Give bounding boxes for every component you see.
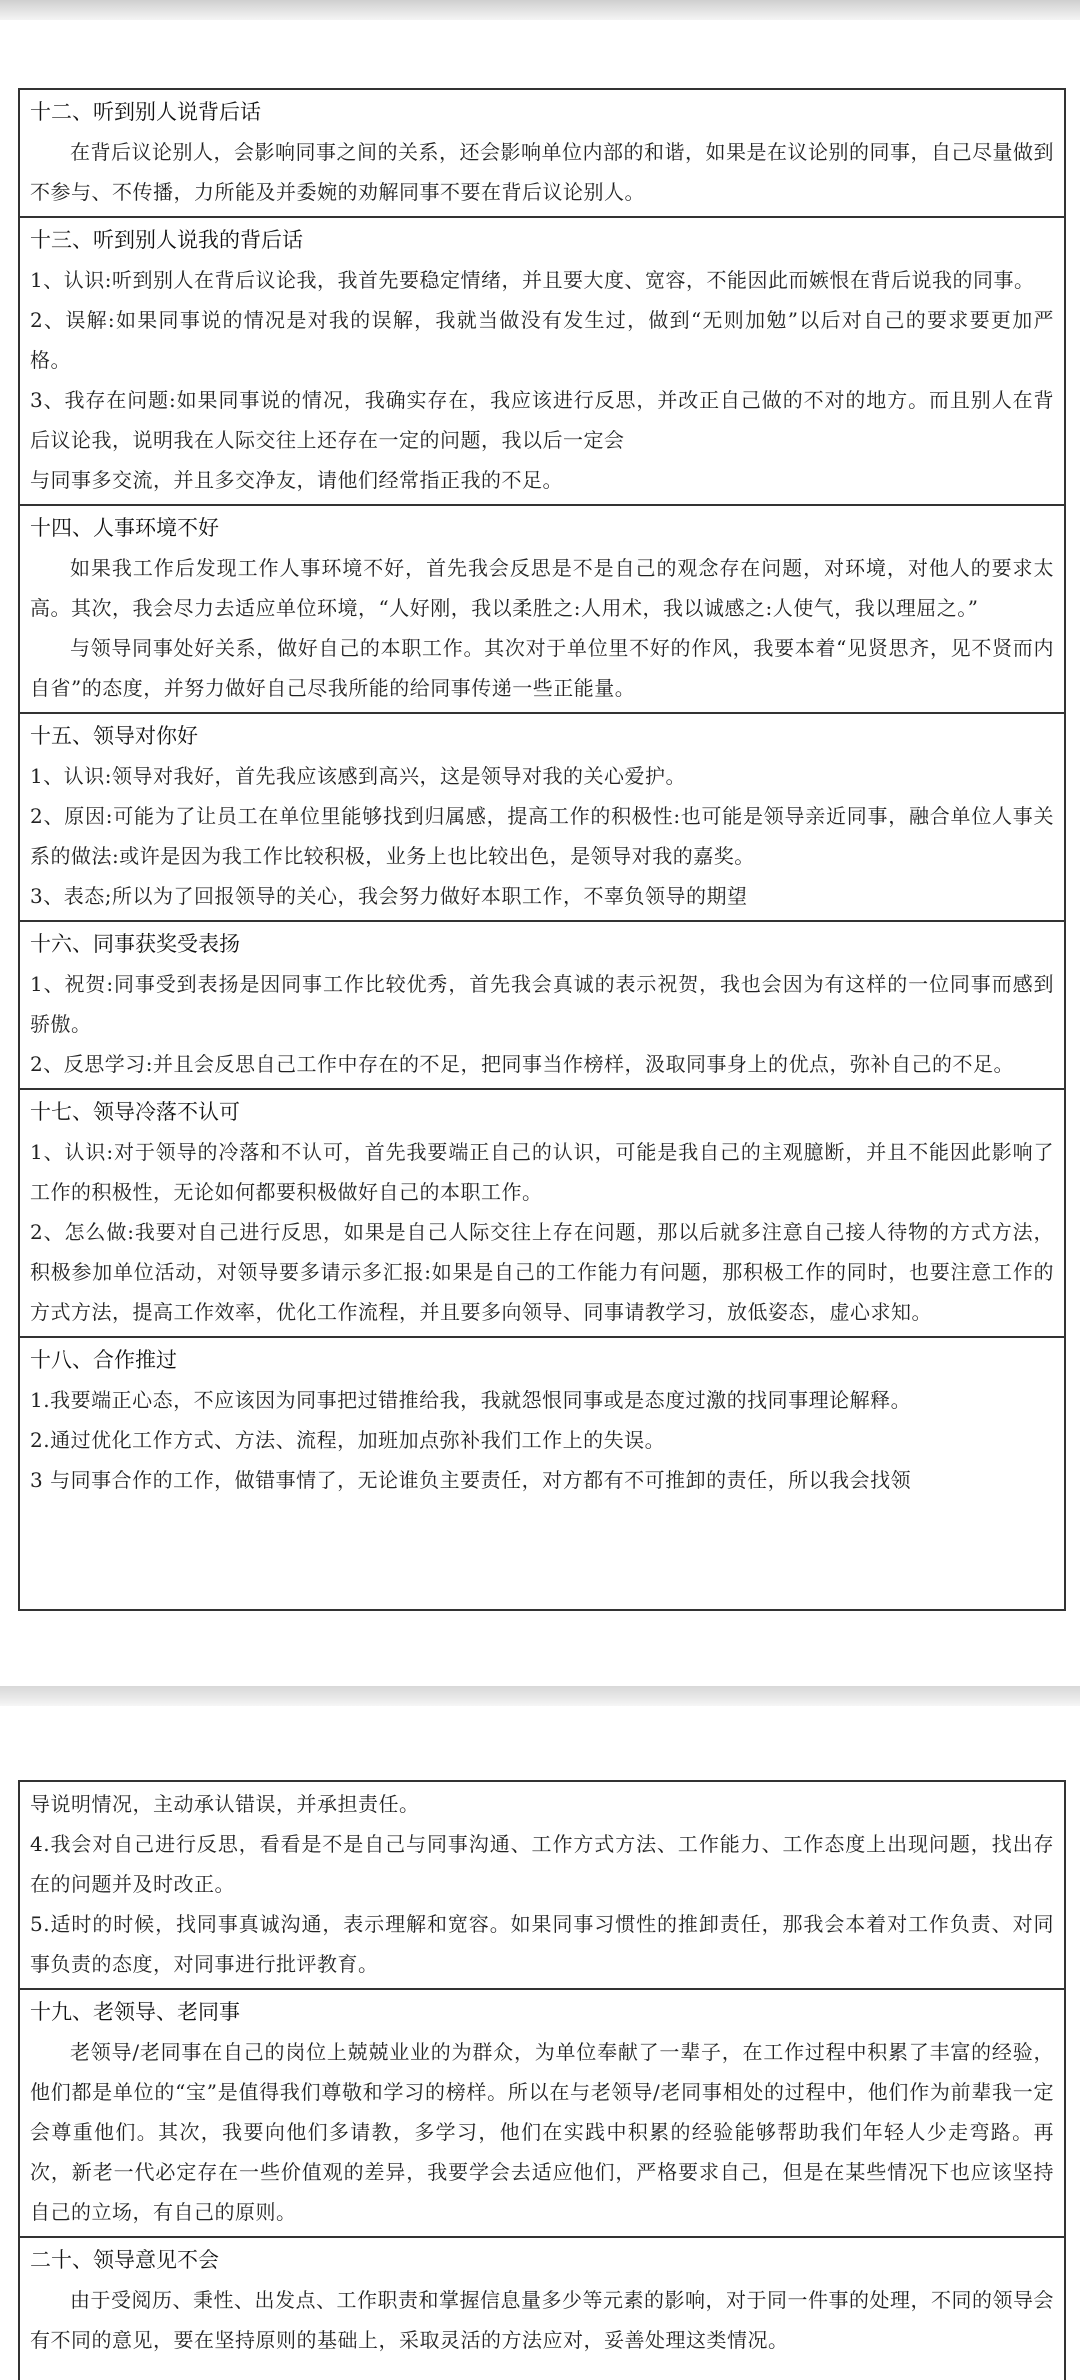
section-heading: 十九、老领导、老同事 <box>30 2000 240 2024</box>
section-paragraph: 在背后议论别人，会影响同事之间的关系，还会影响单位内部的和谐，如果是在议论别的同事，自己尽量做到不参与、不传播，力所能及并委婉的劝解同事不要在背后议论别人。 <box>30 140 1054 204</box>
section-5 <box>20 922 1064 1090</box>
section-paragraph: 1、祝贺:同事受到表扬是因同事工作比较优秀，首先我会真诚的表示祝贺，我也会因为有这样的一位同事而感到骄傲。 <box>30 972 1054 1036</box>
section-3 <box>20 506 1064 714</box>
section-paragraph: 3、表态;所以为了回报领导的关心，我会努力做好本职工作，不辜负领导的期望 <box>30 884 748 908</box>
section-paragraph: 2.通过优化工作方式、方法、流程，加班加点弥补我们工作上的失误。 <box>30 1428 666 1452</box>
section-paragraph: 由于受阅历、秉性、出发点、工作职责和掌握信息量多少等元素的影响，对于同一件事的处理，不同的领导会有不同的意见，要在坚持原则的基础上，采取灵活的方法应对，妥善处理这类情况。 <box>30 2288 1054 2352</box>
section-paragraph: 1、认识:听到别人在背后议论我，我首先要稳定情绪，并且要大度、宽容，不能因此而嫉恨在背后说我的同事。 <box>30 268 1035 292</box>
section-paragraph: 与同事多交流，并且多交净友，请他们经常指正我的不足。 <box>30 468 563 492</box>
section-paragraph: 如果我工作后发现工作人事环境不好，首先我会反思是不是自己的观念存在问题，对环境，对他人的要求太高。其次，我会尽力去适应单位环境，“人好刚，我以柔胜之:人用术，我以诚感之:人使气，我以理屈之。” <box>30 556 1054 620</box>
section-paragraph: 4.我会对自己进行反思，看看是不是自己与同事沟通、工作方式方法、工作能力、工作态度上出现问题，找出存在的问题并及时改正。 <box>30 1832 1054 1896</box>
section-heading: 十七、领导冷落不认可 <box>30 1100 240 1124</box>
top-shadow-band <box>0 0 1080 20</box>
section-heading: 十四、人事环境不好 <box>30 516 219 540</box>
section-6 <box>20 1090 1064 1338</box>
section-paragraph: 2、反思学习:并且会反思自己工作中存在的不足，把同事当作榜样，汲取同事身上的优点，弥补自己的不足。 <box>30 1052 1014 1076</box>
section-1 <box>20 90 1064 218</box>
section-paragraph: 2、误解:如果同事说的情况是对我的误解，我就当做没有发生过，做到“无则加勉”以后对自己的要求要更加严格。 <box>30 308 1054 372</box>
page-gap <box>0 1612 1080 1688</box>
continued-section <box>20 1782 1064 1990</box>
section-paragraph: 导说明情况，主动承认错误，并承担责任。 <box>30 1792 420 1816</box>
section-2 <box>20 2238 1064 2364</box>
section-2 <box>20 218 1064 506</box>
document-page-1 <box>18 88 1066 1611</box>
section-1 <box>20 1990 1064 2238</box>
section-paragraph: 2、怎么做:我要对自己进行反思，如果是自己人际交往上存在问题，那以后就多注意自己接人待物的方式方法，积极参加单位活动，对领导要多请示多汇报:如果是自己的工作能力有问题，那积极工作的同时，也要注意工作的方式方法，提高工作效率，优化工作流程，并且要多向领导、同事请教学习，放低姿态，虚心求知。 <box>30 1220 1054 1324</box>
document-page-2 <box>18 1780 1066 2380</box>
section-heading: 十五、领导对你好 <box>30 724 198 748</box>
section-heading: 十三、听到别人说我的背后话 <box>30 228 303 252</box>
section-heading: 十六、同事获奖受表扬 <box>30 932 240 956</box>
section-paragraph: 1、认识:领导对我好，首先我应该感到高兴，这是领导对我的关心爱护。 <box>30 764 686 788</box>
section-paragraph: 与领导同事处好关系，做好自己的本职工作。其次对于单位里不好的作风，我要本着“见贤思齐，见不贤而内自省”的态度，并努力做好自己尽我所能的给同事传递一些正能量。 <box>30 636 1054 700</box>
section-paragraph: 5.适时的时候，找同事真诚沟通，表示理解和宽容。如果同事习惯性的推卸责任，那我会本着对工作负责、对同事负责的态度，对同事进行批评教育。 <box>30 1912 1054 1976</box>
section-heading: 十八、合作推过 <box>30 1348 177 1372</box>
section-paragraph: 1.我要端正心态，不应该因为同事把过错推给我，我就怨恨同事或是态度过激的找同事理论解释。 <box>30 1388 912 1412</box>
section-4 <box>20 714 1064 922</box>
section-paragraph: 3、我存在问题:如果同事说的情况，我确实存在，我应该进行反思，并改正自己做的不对的地方。而且别人在背后议论我，说明我在人际交往上还存在一定的问题，我以后一定会 <box>30 388 1054 452</box>
section-paragraph: 3 与同事合作的工作，做错事情了，无论谁负主要责任，对方都有不可推卸的责任，所以我会找领 <box>30 1468 912 1492</box>
section-heading: 二十、领导意见不会 <box>30 2248 219 2272</box>
section-heading: 十二、听到别人说背后话 <box>30 100 261 124</box>
page-gap-shadow <box>0 1686 1080 1706</box>
section-paragraph: 老领导/老同事在自己的岗位上兢兢业业的为群众，为单位奉献了一辈子，在工作过程中积累了丰富的经验，他们都是单位的“宝”是值得我们尊敬和学习的榜样。所以在与老领导/老同事相处的过程中，他们作为前辈我一定会尊重他们。其次，我要向他们多请教，多学习，他们在实践中积累的经验能够帮助我们年轻人少走弯路。再次，新老一代必定存在一些价值观的差异，我要学会去适应他们，严格要求自己，但是在某些情况下也应该坚持自己的立场，有自己的原则。 <box>30 2040 1054 2224</box>
section-7 <box>20 1338 1064 1504</box>
section-paragraph: 1、认识:对于领导的冷落和不认可，首先我要端正自己的认识，可能是我自己的主观臆断，并且不能因此影响了工作的积极性，无论如何都要积极做好自己的本职工作。 <box>30 1140 1054 1204</box>
section-paragraph: 2、原因:可能为了让员工在单位里能够找到归属感，提高工作的积极性:也可能是领导亲近同事，融合单位人事关系的做法:或许是因为我工作比较积极，业务上也比较出色，是领导对我的嘉奖。 <box>30 804 1054 868</box>
